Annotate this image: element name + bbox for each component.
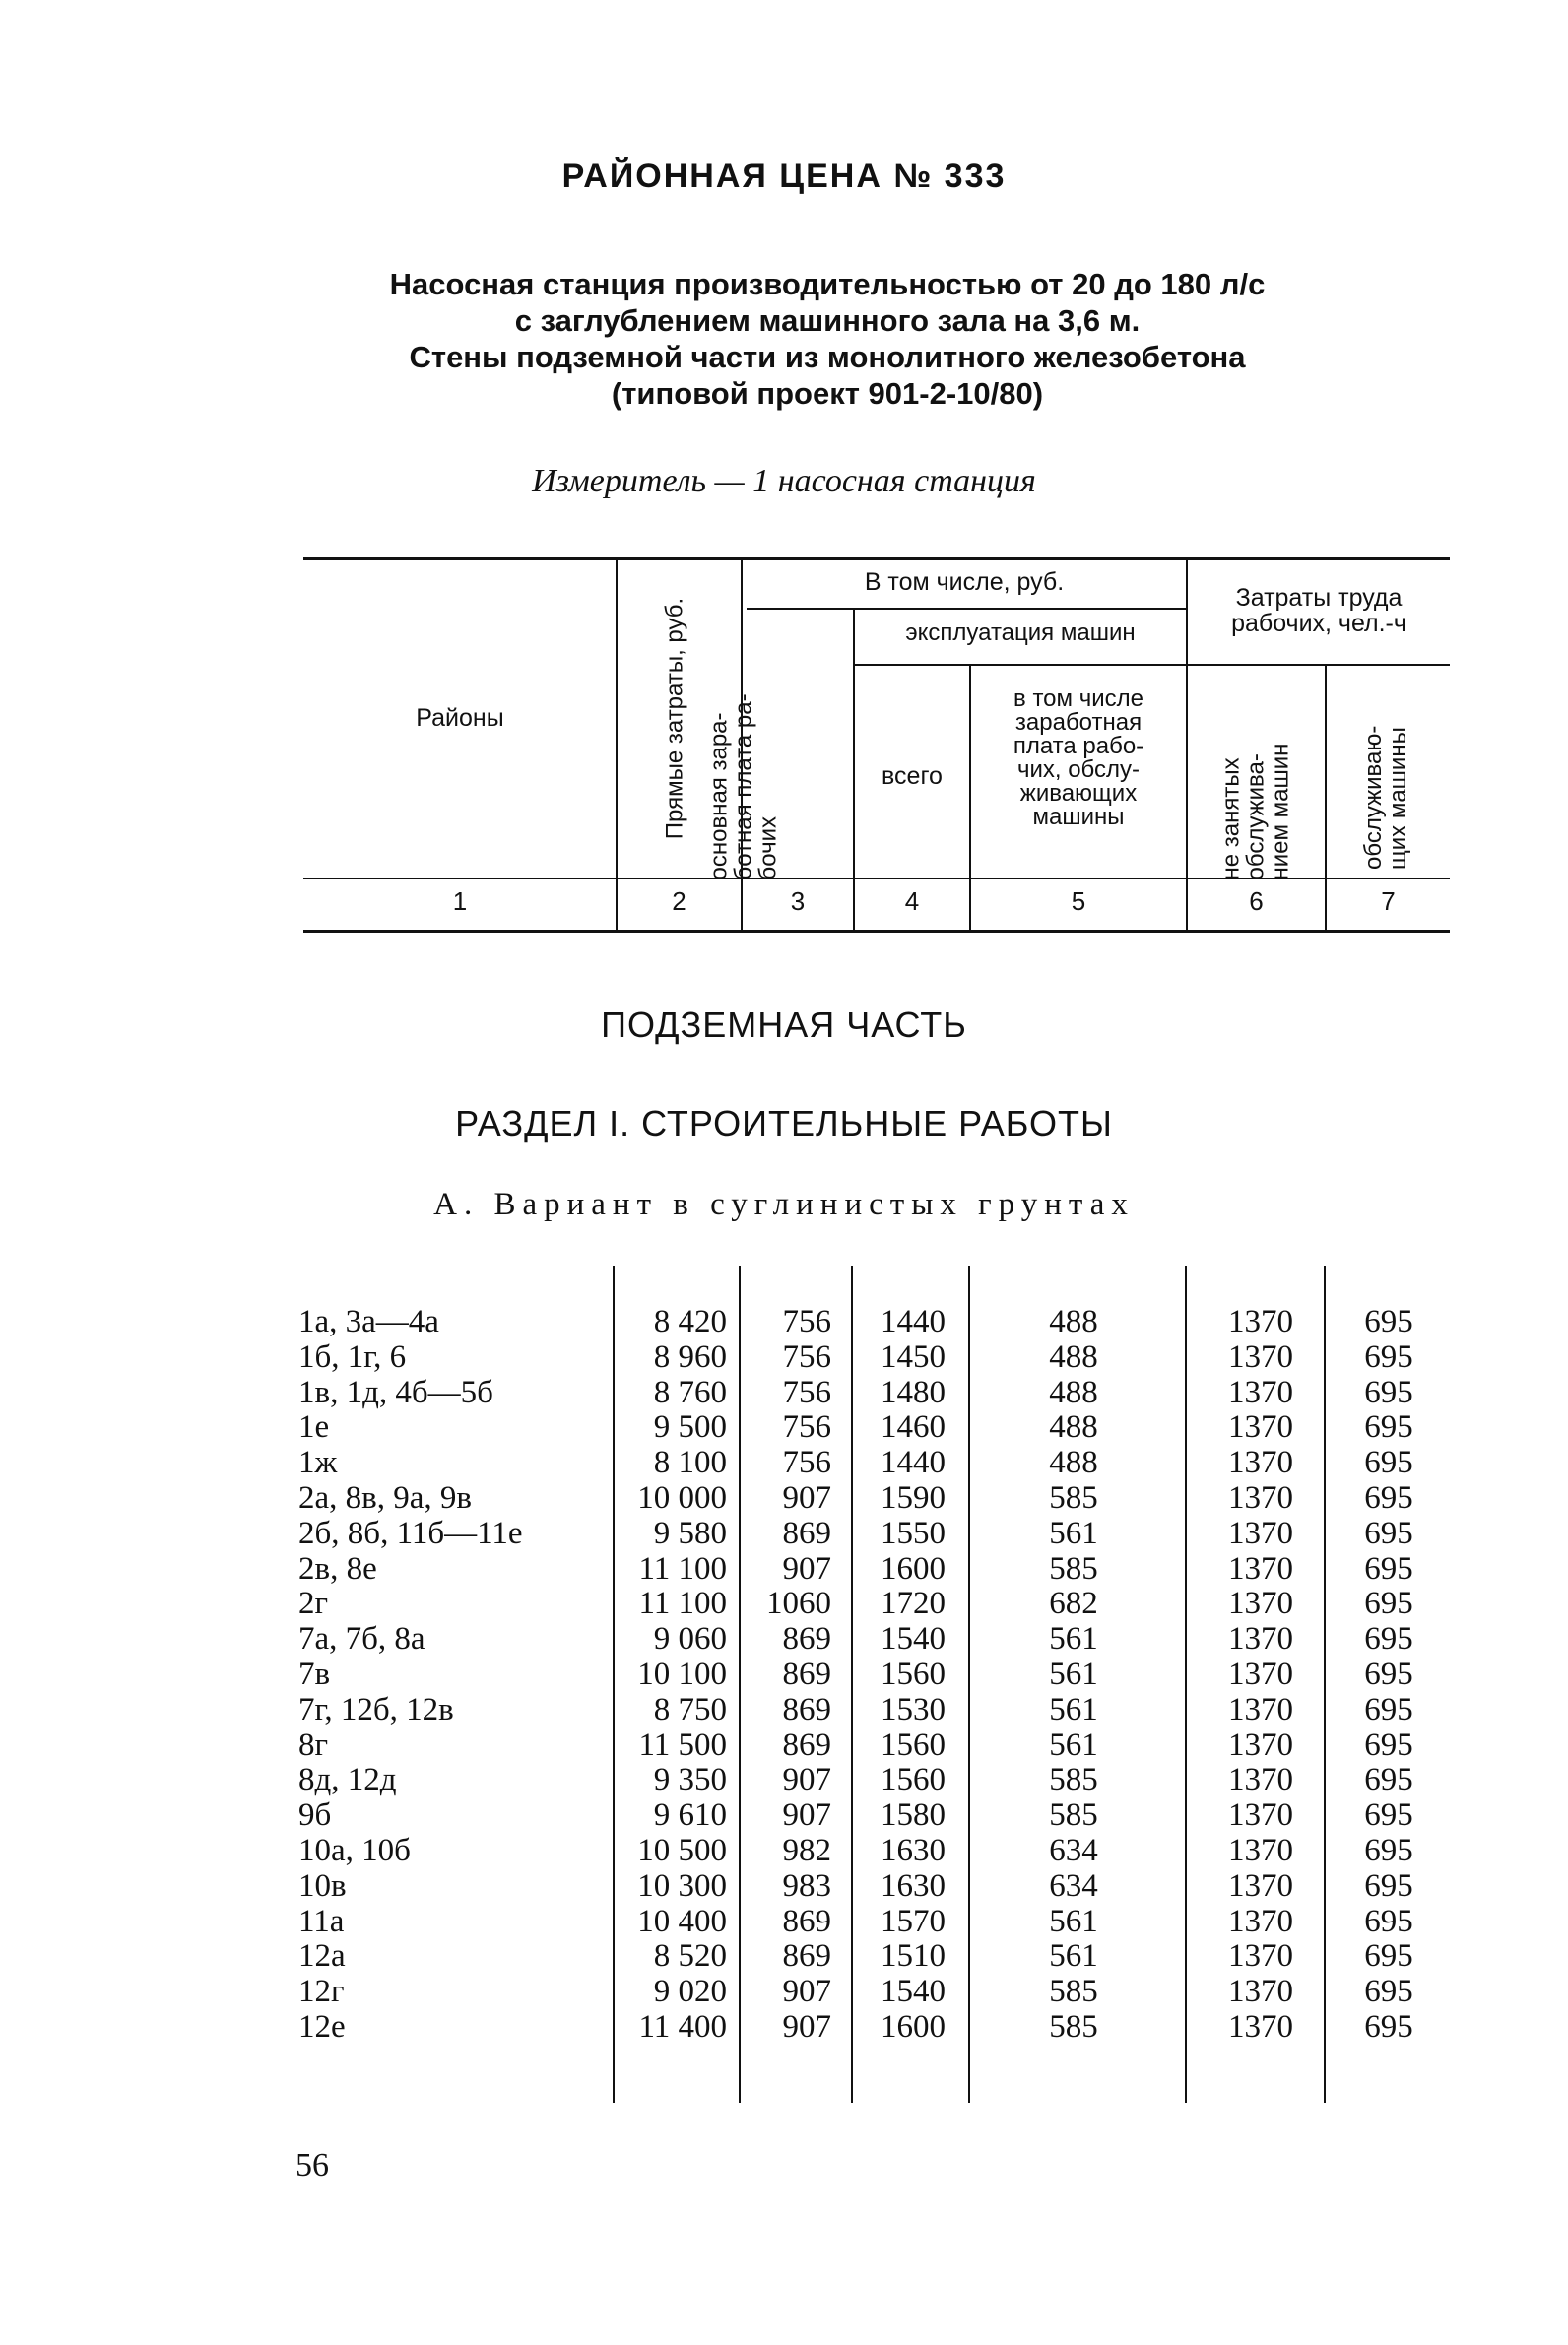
cell-operator-wage: 561 [1049, 1621, 1098, 1658]
cell-region: 12г [298, 1974, 345, 2010]
cell-labor-servicing: 695 [1364, 1479, 1413, 1516]
col-number-4: 4 [904, 886, 920, 916]
col-number-6: 6 [1249, 886, 1264, 916]
cell-region: 1е [298, 1409, 330, 1446]
cell-direct-costs: 10 400 [637, 1903, 727, 1939]
data-table [0, 1305, 1568, 2046]
cell-labor-servicing: 695 [1364, 1656, 1413, 1692]
cell-machines-total: 1600 [881, 2008, 946, 2045]
table-row [0, 1905, 1568, 1940]
table-row [0, 1869, 1568, 1905]
cell-labor-not-servicing: 1370 [1228, 1974, 1293, 2010]
cell-labor-not-servicing: 1370 [1228, 1586, 1293, 1622]
cell-direct-costs: 8 520 [653, 1938, 727, 1975]
cell-direct-costs: 8 760 [653, 1374, 727, 1410]
vline-1 [616, 557, 618, 932]
cell-labor-not-servicing: 1370 [1228, 1691, 1293, 1727]
page-number: 56 [295, 2147, 329, 2183]
cell-operator-wage: 634 [1049, 1867, 1098, 1904]
table-row [0, 1622, 1568, 1658]
table-row [0, 1481, 1568, 1517]
cell-machines-total: 1560 [881, 1726, 946, 1763]
measure-unit: Измеритель — 1 насосная станция [532, 463, 1036, 499]
cell-operator-wage: 561 [1049, 1903, 1098, 1939]
cell-labor-not-servicing: 1370 [1228, 1797, 1293, 1834]
table-row [0, 1975, 1568, 2010]
table-row [0, 1410, 1568, 1446]
cell-machines-total: 1570 [881, 1903, 946, 1939]
cell-labor-not-servicing: 1370 [1228, 1304, 1293, 1339]
cell-base-wage: 869 [782, 1691, 831, 1727]
section-title: РАЗДЕЛ I. СТРОИТЕЛЬНЫЕ РАБОТЫ [455, 1103, 1113, 1143]
cell-direct-costs: 9 020 [653, 1974, 727, 2010]
cell-region: 7а, 7б, 8а [298, 1621, 425, 1658]
cell-base-wage: 756 [782, 1374, 831, 1410]
table-row [0, 1552, 1568, 1588]
cell-labor-servicing: 695 [1364, 1409, 1413, 1446]
cell-labor-not-servicing: 1370 [1228, 1832, 1293, 1868]
cell-machines-total: 1480 [881, 1374, 946, 1410]
cell-region: 12а [298, 1938, 346, 1975]
cell-operator-wage: 585 [1049, 1762, 1098, 1798]
cell-machines-total: 1630 [881, 1867, 946, 1904]
subtitle [325, 266, 1330, 412]
cell-region: 2б, 8б, 11б—11е [298, 1515, 523, 1551]
cell-direct-costs: 8 420 [653, 1304, 727, 1339]
cell-labor-not-servicing: 1370 [1228, 1762, 1293, 1798]
cell-region: 2г [298, 1586, 329, 1622]
cell-labor-servicing: 695 [1364, 1832, 1413, 1868]
cell-operator-wage: 488 [1049, 1445, 1098, 1481]
cell-machines-total: 1720 [881, 1586, 946, 1622]
cell-labor-servicing: 695 [1364, 1338, 1413, 1375]
cell-labor-not-servicing: 1370 [1228, 1374, 1293, 1410]
cell-region: 8г [298, 1726, 329, 1763]
cell-operator-wage: 488 [1049, 1338, 1098, 1375]
machines-rule [855, 664, 1186, 666]
cell-direct-costs: 10 000 [637, 1479, 727, 1516]
col-number-7: 7 [1381, 886, 1396, 916]
cell-base-wage: 756 [782, 1445, 831, 1481]
cell-base-wage: 907 [782, 1550, 831, 1587]
cell-operator-wage: 634 [1049, 1832, 1098, 1868]
col-number-3: 3 [790, 886, 806, 916]
cell-direct-costs: 9 060 [653, 1621, 727, 1658]
table-row [0, 1517, 1568, 1552]
cell-machines-total: 1550 [881, 1515, 946, 1551]
cell-direct-costs: 10 500 [637, 1832, 727, 1868]
cell-operator-wage: 585 [1049, 1797, 1098, 1834]
cell-base-wage: 756 [782, 1409, 831, 1446]
cell-direct-costs: 8 960 [653, 1338, 727, 1375]
cell-operator-wage: 682 [1049, 1586, 1098, 1622]
cell-operator-wage: 585 [1049, 1550, 1098, 1587]
cell-region: 7г, 12б, 12в [298, 1691, 454, 1727]
table-row [0, 1693, 1568, 1728]
cell-base-wage: 756 [782, 1338, 831, 1375]
cell-machines-total: 1510 [881, 1938, 946, 1975]
header-col-direct-costs: Прямые затраты, руб. [661, 597, 688, 840]
cell-labor-not-servicing: 1370 [1228, 1867, 1293, 1904]
cell-base-wage: 869 [782, 1515, 831, 1551]
cell-region: 1в, 1д, 4б—5б [298, 1374, 493, 1410]
cell-base-wage: 1060 [766, 1586, 831, 1622]
cell-labor-servicing: 695 [1364, 1938, 1413, 1975]
header-col-base-wage: основная зара- ботная плата ра- бочих [705, 693, 782, 880]
cell-operator-wage: 585 [1049, 2008, 1098, 2045]
table-row [0, 1376, 1568, 1411]
cell-labor-not-servicing: 1370 [1228, 1903, 1293, 1939]
header-top-rule [303, 557, 1450, 560]
col-number-1: 1 [452, 886, 468, 916]
table-row [0, 2010, 1568, 2046]
cell-direct-costs: 9 610 [653, 1797, 727, 1834]
cell-direct-costs: 9 350 [653, 1762, 727, 1798]
cell-labor-not-servicing: 1370 [1228, 1550, 1293, 1587]
col-number-5: 5 [1071, 886, 1086, 916]
cell-operator-wage: 561 [1049, 1938, 1098, 1975]
header-group-labor: Затраты труда рабочих, чел.-ч [1231, 584, 1406, 637]
cell-labor-servicing: 695 [1364, 1550, 1413, 1587]
cell-labor-servicing: 695 [1364, 1445, 1413, 1481]
cell-labor-not-servicing: 1370 [1228, 1515, 1293, 1551]
cell-operator-wage: 561 [1049, 1691, 1098, 1727]
numbers-bottom-rule [303, 930, 1450, 933]
cell-direct-costs: 11 100 [638, 1586, 727, 1622]
table-row [0, 1446, 1568, 1481]
cell-machines-total: 1590 [881, 1479, 946, 1516]
cell-region: 11а [298, 1903, 345, 1939]
cell-machines-total: 1560 [881, 1656, 946, 1692]
table-row [0, 1834, 1568, 1869]
cell-base-wage: 907 [782, 1762, 831, 1798]
cell-base-wage: 907 [782, 1479, 831, 1516]
table-row [0, 1305, 1568, 1340]
header-col-servicing: обслуживаю- щих машины [1360, 725, 1411, 870]
header-col-regions: Районы [416, 704, 504, 732]
cell-operator-wage: 585 [1049, 1479, 1098, 1516]
cell-operator-wage: 561 [1049, 1656, 1098, 1692]
cell-machines-total: 1540 [881, 1621, 946, 1658]
cell-direct-costs: 10 300 [637, 1867, 727, 1904]
cell-base-wage: 982 [782, 1832, 831, 1868]
cell-base-wage: 869 [782, 1656, 831, 1692]
cell-labor-not-servicing: 1370 [1228, 1726, 1293, 1763]
cell-operator-wage: 561 [1049, 1726, 1098, 1763]
subtitle-line-3: Стены подземной части из монолитного железобетона [409, 340, 1246, 374]
cell-direct-costs: 9 500 [653, 1409, 727, 1446]
cell-direct-costs: 10 100 [637, 1656, 727, 1692]
cell-base-wage: 907 [782, 1797, 831, 1834]
table-row [0, 1763, 1568, 1798]
cell-region: 12е [298, 2008, 346, 2045]
cell-labor-servicing: 695 [1364, 2008, 1413, 2045]
cell-labor-not-servicing: 1370 [1228, 1338, 1293, 1375]
table-row [0, 1587, 1568, 1622]
cell-labor-servicing: 695 [1364, 1726, 1413, 1763]
cell-region: 8д, 12д [298, 1762, 397, 1798]
table-row [0, 1728, 1568, 1764]
cell-machines-total: 1450 [881, 1338, 946, 1375]
header-col-operator-wage: в том числе заработная плата рабо- чих, обслу- живающих машины [1013, 685, 1144, 830]
cell-base-wage: 907 [782, 1974, 831, 2010]
header-group-machines: эксплуатация машин [905, 619, 1136, 646]
cell-labor-servicing: 695 [1364, 1304, 1413, 1339]
col-number-2: 2 [672, 886, 686, 916]
cell-machines-total: 1540 [881, 1974, 946, 2010]
cell-direct-costs: 11 400 [638, 2008, 727, 2045]
cell-direct-costs: 9 580 [653, 1515, 727, 1551]
cell-labor-not-servicing: 1370 [1228, 1621, 1293, 1658]
header-col-not-servicing: не занятых обслужива- нием машин [1217, 743, 1294, 880]
header-col-total: всего [882, 762, 943, 790]
cell-labor-servicing: 695 [1364, 1515, 1413, 1551]
table-row [0, 1658, 1568, 1693]
cell-labor-servicing: 695 [1364, 1903, 1413, 1939]
cell-machines-total: 1460 [881, 1409, 946, 1446]
subtitle-line-1: Насосная станция производительностью от 20 до 180 л/с [389, 267, 1266, 301]
cell-region: 10в [298, 1867, 347, 1904]
cell-direct-costs: 8 750 [653, 1691, 727, 1727]
cell-machines-total: 1530 [881, 1691, 946, 1727]
cell-region: 1ж [298, 1445, 338, 1481]
cell-operator-wage: 488 [1049, 1409, 1098, 1446]
cell-operator-wage: 488 [1049, 1304, 1098, 1339]
cell-labor-not-servicing: 1370 [1228, 2008, 1293, 2045]
cell-base-wage: 756 [782, 1304, 831, 1339]
cell-machines-total: 1440 [881, 1304, 946, 1339]
cell-labor-servicing: 695 [1364, 1621, 1413, 1658]
cell-labor-servicing: 695 [1364, 1374, 1413, 1410]
variant-title: А. Вариант в суглинистых грунтах [433, 1187, 1135, 1222]
cell-base-wage: 983 [782, 1867, 831, 1904]
cell-operator-wage: 561 [1049, 1515, 1098, 1551]
cell-region: 2а, 8в, 9а, 9в [298, 1479, 472, 1516]
cell-direct-costs: 11 500 [638, 1726, 727, 1763]
cell-region: 10а, 10б [298, 1832, 411, 1868]
cell-region: 1б, 1г, 6 [298, 1338, 407, 1375]
cell-labor-servicing: 695 [1364, 1867, 1413, 1904]
cell-region: 1а, 3а—4а [298, 1304, 439, 1339]
cell-machines-total: 1600 [881, 1550, 946, 1587]
cell-region: 7в [298, 1656, 331, 1692]
cell-labor-not-servicing: 1370 [1228, 1445, 1293, 1481]
table-row [0, 1798, 1568, 1834]
cell-labor-servicing: 695 [1364, 1762, 1413, 1798]
cell-region: 9б [298, 1797, 332, 1834]
cell-labor-not-servicing: 1370 [1228, 1409, 1293, 1446]
cell-labor-servicing: 695 [1364, 1691, 1413, 1727]
cell-machines-total: 1560 [881, 1762, 946, 1798]
cell-operator-wage: 585 [1049, 1974, 1098, 2010]
cell-machines-total: 1440 [881, 1445, 946, 1481]
cell-labor-servicing: 695 [1364, 1797, 1413, 1834]
cell-machines-total: 1580 [881, 1797, 946, 1834]
table-row [0, 1939, 1568, 1975]
cell-base-wage: 907 [782, 2008, 831, 2045]
cell-base-wage: 869 [782, 1726, 831, 1763]
subtitle-line-2: с заглублением машинного зала на 3,6 м. [514, 303, 1141, 338]
cell-region: 2в, 8е [298, 1550, 377, 1587]
table-row [0, 1340, 1568, 1376]
page-title: РАЙОННАЯ ЦЕНА № 333 [561, 158, 1007, 195]
cell-labor-not-servicing: 1370 [1228, 1938, 1293, 1975]
cell-labor-not-servicing: 1370 [1228, 1479, 1293, 1516]
subtitle-line-4: (типовой проект 901-2-10/80) [611, 376, 1044, 411]
incl-rule [747, 608, 1186, 610]
cell-operator-wage: 488 [1049, 1374, 1098, 1410]
cell-machines-total: 1630 [881, 1832, 946, 1868]
cell-direct-costs: 8 100 [653, 1445, 727, 1481]
cell-base-wage: 869 [782, 1621, 831, 1658]
cell-labor-servicing: 695 [1364, 1974, 1413, 2010]
header-group-incl: В том числе, руб. [864, 568, 1065, 596]
cell-direct-costs: 11 100 [638, 1550, 727, 1587]
cell-labor-servicing: 695 [1364, 1586, 1413, 1622]
cell-base-wage: 869 [782, 1903, 831, 1939]
cell-base-wage: 869 [782, 1938, 831, 1975]
section-part: ПОДЗЕМНАЯ ЧАСТЬ [601, 1005, 967, 1045]
cell-labor-not-servicing: 1370 [1228, 1656, 1293, 1692]
